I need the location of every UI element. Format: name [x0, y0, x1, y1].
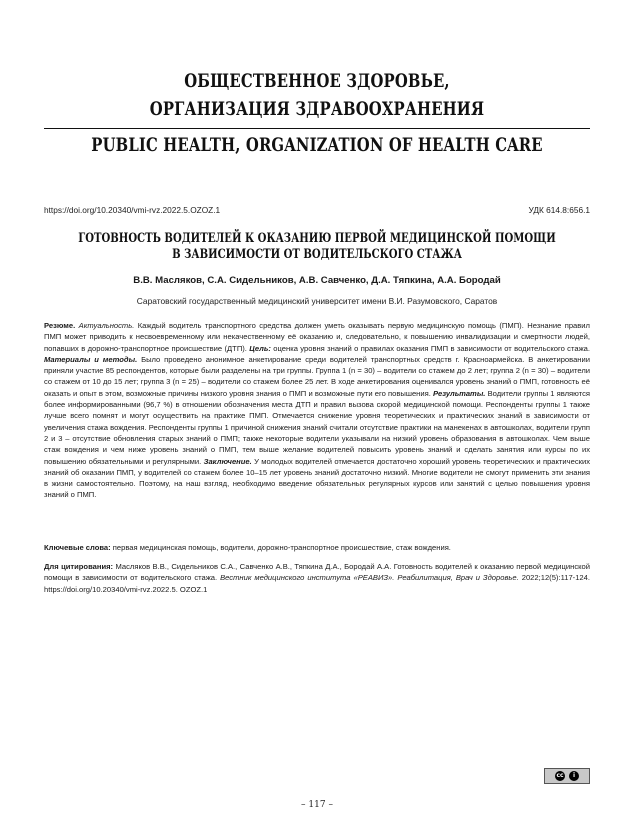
- article-title-line1: ГОТОВНОСТЬ ВОДИТЕЛЕЙ К ОКАЗАНИЮ ПЕРВОЙ МЕДИЦИНСКОЙ ПОМОЩИ: [78, 230, 556, 245]
- attribution-icon: i: [569, 771, 579, 781]
- keywords: [44, 542, 590, 553]
- header-divider: [44, 128, 590, 129]
- abstract-label: Резюме.: [44, 321, 76, 330]
- article-title-line2: В ЗАВИСИМОСТИ ОТ ВОДИТЕЛЬСКОГО СТАЖА: [172, 246, 462, 261]
- abstract: [44, 320, 590, 501]
- udk-code: УДК 614.8:656.1: [528, 205, 590, 215]
- methods-label: Материалы и методы.: [44, 354, 138, 364]
- doi-link[interactable]: https://doi.org/10.20340/vmi-rvz.2022.5.OZOZ.1: [44, 205, 221, 215]
- citation-tail[interactable]: 2022;12(5):117-124. https://doi.org/10.20340/vmi-rvz.2022.5. OZOZ.1: [44, 573, 590, 594]
- conclusion-label: Заключение.: [203, 456, 252, 466]
- aim-label: Цель:: [249, 343, 271, 353]
- relevance-text: Каждый водитель транспортного средства должен уметь оказывать первую медицинскую помощь (ПМП). Незнание правил ПМП может приводить к несвоевременному или некачественному её оказанию и, следовательно, к повышению инвалидизации и смертности людей, попавших в дорожно-транспортное происшествие (ДТП).: [44, 321, 590, 353]
- citation-journal: Вестник медицинского института «РЕАВИЗ». Реабилитация, Врач и Здоровье.: [220, 573, 519, 583]
- relevance-label: Актуальность.: [78, 321, 135, 330]
- citation: [44, 561, 590, 595]
- results-label: Результаты.: [433, 388, 486, 398]
- keywords-text: первая медицинская помощь, водители, дорожно-транспортное происшествие, стаж вождения.: [110, 543, 451, 552]
- section-title-ru-line2: ОРГАНИЗАЦИЯ ЗДРАВООХРАНЕНИЯ: [149, 98, 485, 120]
- affiliation: Саратовский государственный медицинский университет имени В.И. Разумовского, Саратов: [136, 296, 498, 306]
- citation-label: Для цитирования:: [44, 562, 114, 571]
- section-title-ru-line1: ОБЩЕСТВЕННОЕ ЗДОРОВЬЕ,: [184, 70, 450, 92]
- author-list: В.В. Масляков, С.А. Сидельников, А.В. Савченко, Д.А. Тяпкина, А.А. Бородай: [133, 275, 501, 286]
- keywords-label: Ключевые слова:: [44, 543, 111, 552]
- results-text: Водители группы 1 являются более информированными (96,7 %) в отношении обозначения места ДТП и правил вызова скорой медицинской помощи. Респонденты группы 1 также лучше всего помнят и могут осуществить на практике ПМП. Отмечается снижение уровня теоретических и практических знаний в зависимости от увеличения стажа вождения. Респонденты группы 1 причиной снижения знаний считали отсутствие практики на манекенах в автошколах, водители групп 2 и 3 – отсутствие обновления старых знаний о ПМП; также некоторые водители указывали на низкий уровень образования в автошколах. Чем выше стаж вождения и чем ниже уровень знаний о ПМП, тем выше желание водителей повысить уровень знаний и сделать занятия или курсы по их повышению обязательными и регулярными.: [44, 388, 590, 466]
- creative-commons-by-icon[interactable]: [544, 768, 590, 784]
- cc-icon: cc: [556, 772, 564, 779]
- methods-text: Было проведено анонимное анкетирование среди водителей транспортных средств г. Красноармейска. В анкетировании приняли участие 85 респондентов, которые были разделены на три группы. Группа 1 (n = 30) – водители со стажем до 2 лет; группа 2 (n = 30) – водители со стажем от 10 до 15 лет; группа 3 (n = 25) – водители со стажем более 25 лет. В ходе анкетирования оценивался уровень знаний о ПМП, готовность её оказать и опыт в этом, возможные причины низкого уровня знания о ПМП и возможные пути его повышения.: [44, 354, 590, 398]
- aim-text: оценка уровня знаний о правилах оказания ПМП в зависимости от водительского стажа.: [270, 343, 590, 353]
- section-title-en: PUBLIC HEALTH, ORGANIZATION OF HEALTH CARE: [91, 134, 543, 156]
- citation-text: Масляков В.В., Сидельников С.А., Савченко А.В., Тяпкина Д.А., Бородай А.А. Готовность водителей к оказанию первой медицинской помощи в зависимости от водительского стажа.: [44, 562, 591, 583]
- page-number: – 117 –: [301, 800, 333, 810]
- conclusion-text: У молодых водителей отмечается достаточно хороший уровень теоретических и практических знаний об оказании ПМП, у водителей со стажем более 10–15 лет уровень знаний достаточно низкий. Многие водители не смогут применить эти знания в жизни самостоятельно. Поэтому, на наш взгляд, необходимо введение обязательных регулярных курсов или занятий с целью повышения уровня знаний о ПМП.: [44, 456, 590, 500]
